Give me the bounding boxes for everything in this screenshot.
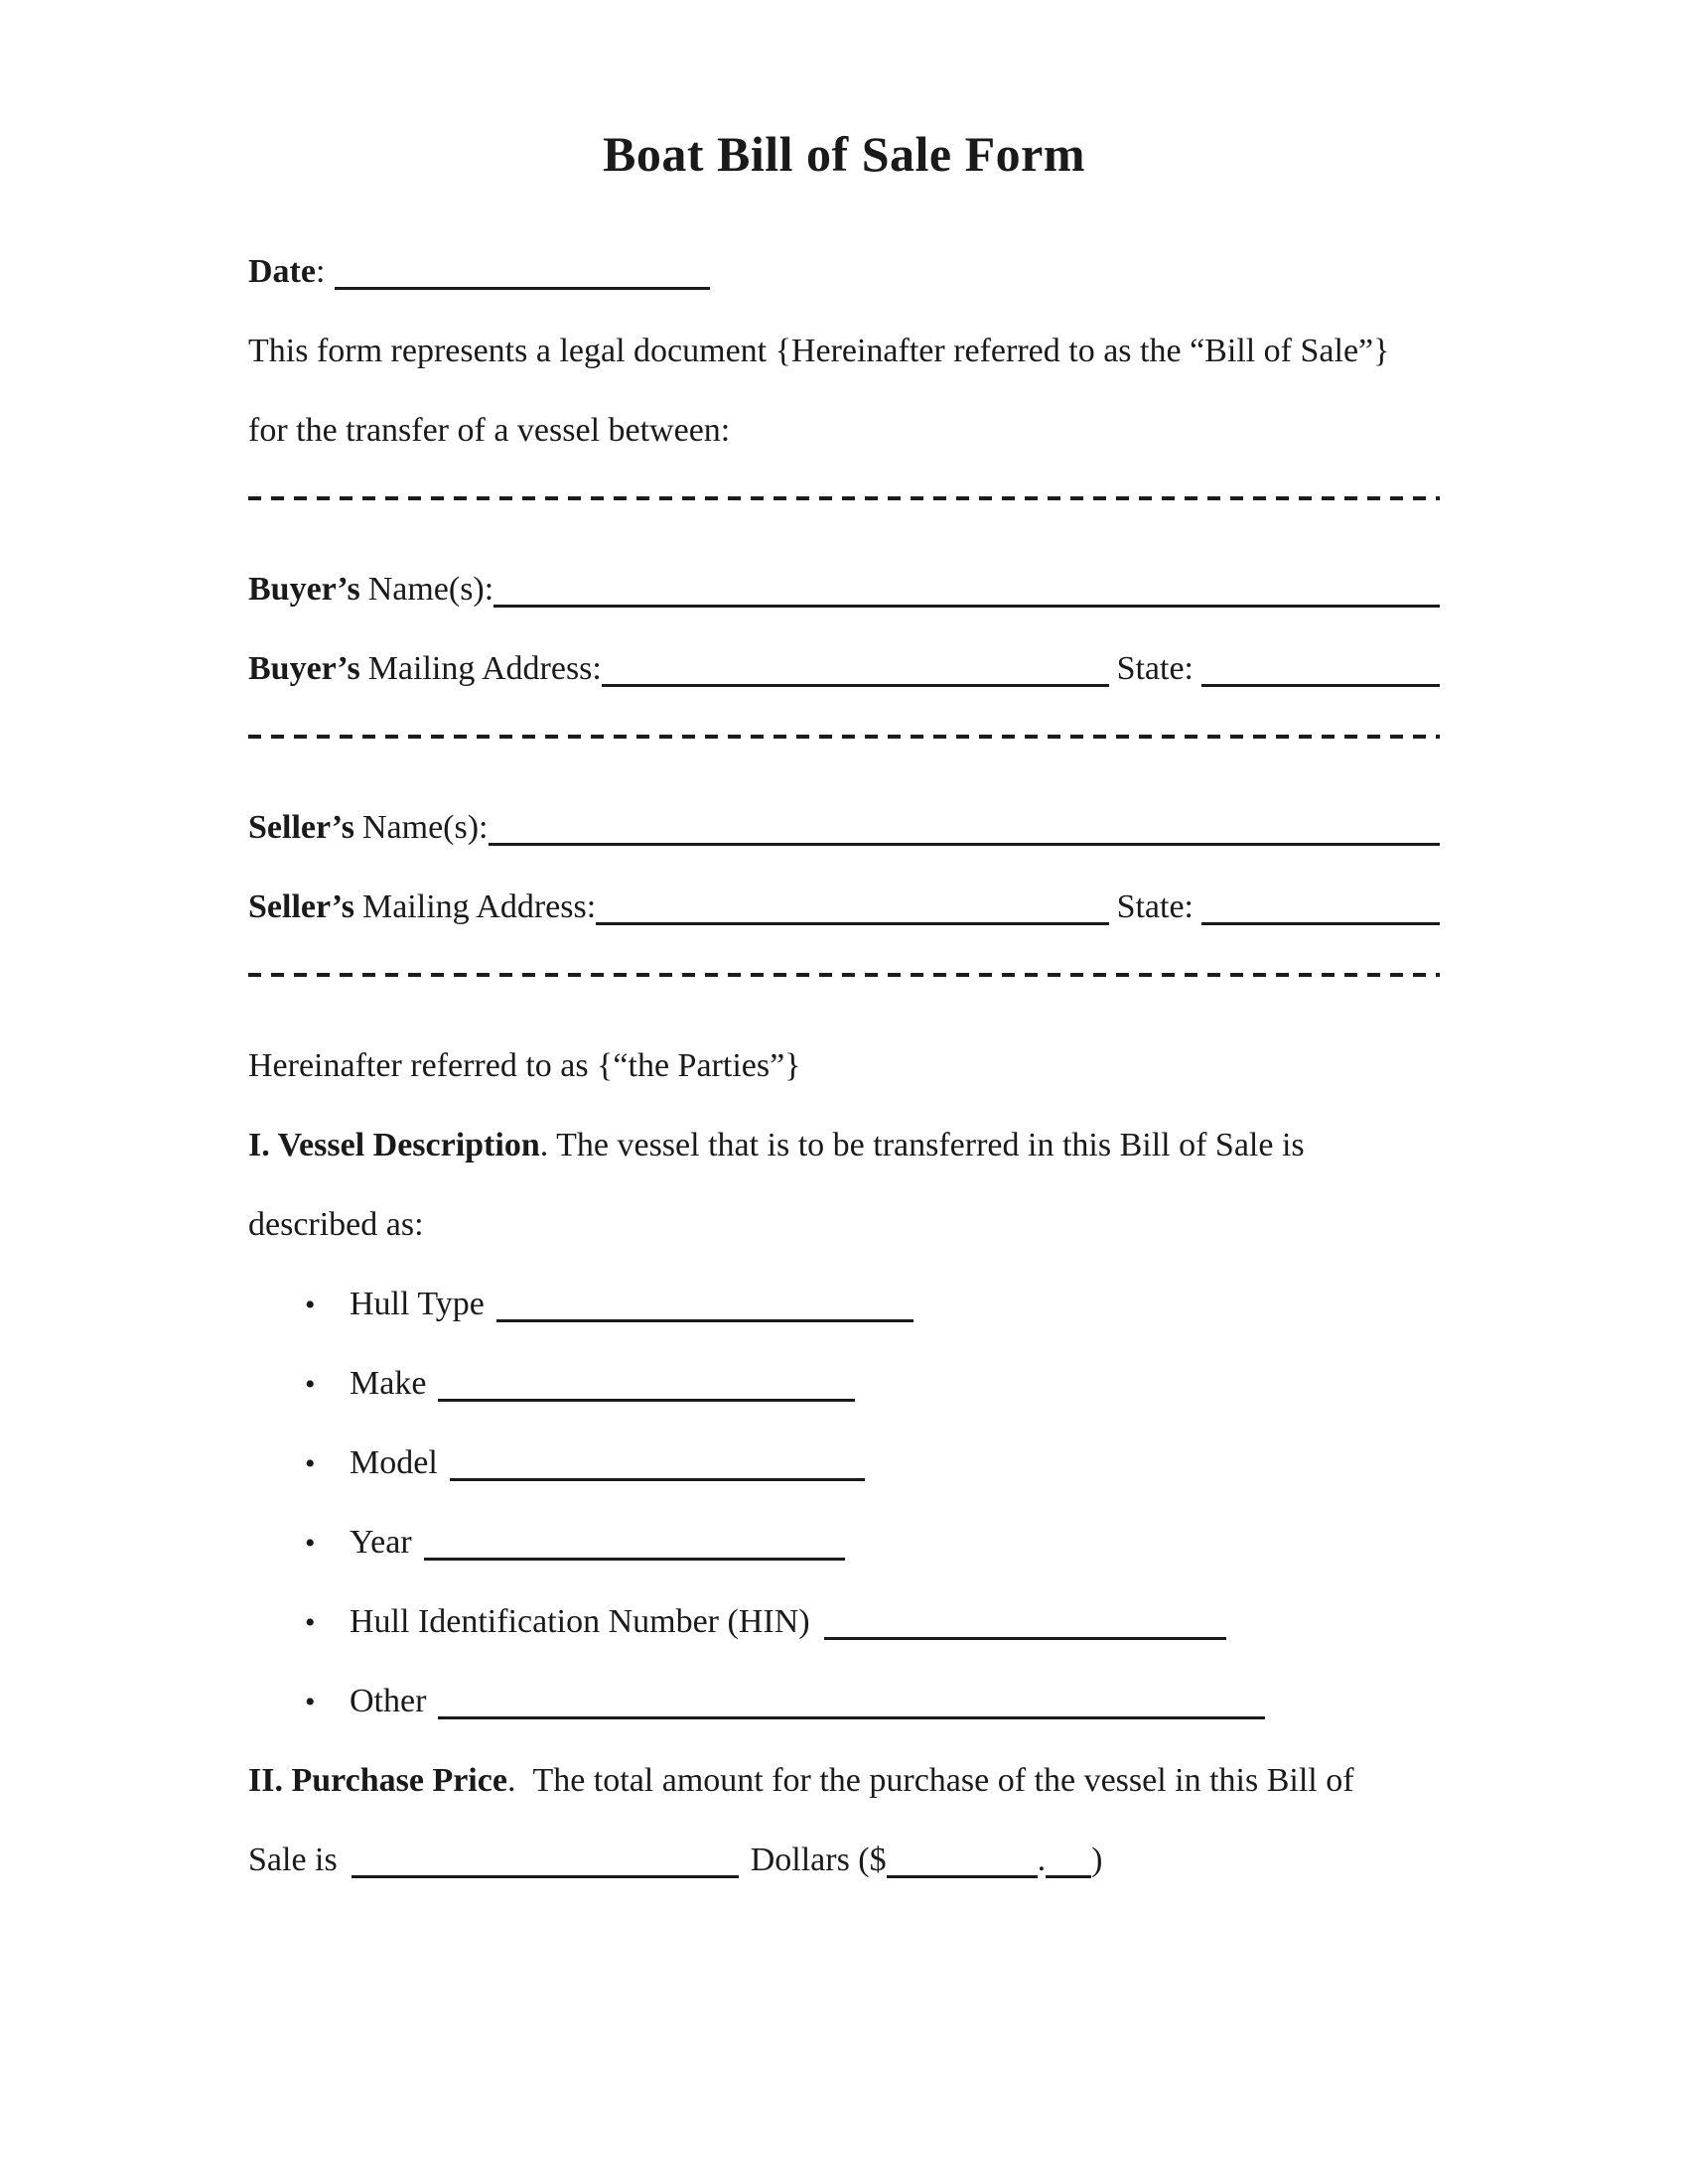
buyer-state-blank[interactable] [1201, 684, 1440, 687]
seller-address-blank[interactable] [596, 922, 1108, 925]
purchase-heading: II. Purchase Price [248, 1762, 507, 1799]
bullet-icon: • [305, 1606, 316, 1639]
hull-type-blank[interactable] [496, 1319, 914, 1322]
dashed-line [248, 973, 1440, 977]
seller-state-blank[interactable] [1201, 922, 1440, 925]
year-blank[interactable] [424, 1558, 845, 1561]
bullet-model-row [248, 1424, 1440, 1503]
buyer-address-label: Mailing Address: [367, 650, 602, 687]
buyer-label-2: Buyer’s [248, 650, 360, 687]
hin-label: Hull Identification Number (HIN) [350, 1603, 810, 1640]
bullet-hull-type-row [248, 1265, 1440, 1344]
vessel-heading-row [248, 1106, 1440, 1185]
purchase-heading-rest: . The total amount for the purchase of the vessel in this Bill of [506, 1762, 1354, 1799]
buyer-address-row [248, 629, 1440, 709]
amount-dollars-blank[interactable] [887, 1875, 1038, 1878]
bullet-other-row [248, 1662, 1440, 1741]
close-paren: ) [1091, 1842, 1103, 1878]
bullet-icon: • [305, 1289, 316, 1321]
purchase-amount-row [248, 1821, 1440, 1900]
hin-blank[interactable] [824, 1637, 1226, 1640]
year-label: Year [350, 1524, 412, 1561]
seller-name-label: Name(s): [361, 809, 489, 846]
seller-address-row [248, 868, 1440, 947]
parties-line: Hereinafter referred to as {“the Parties”} [248, 1047, 801, 1084]
bullet-icon: • [305, 1368, 316, 1401]
seller-label-2: Seller’s [248, 888, 354, 925]
bullet-icon: • [305, 1447, 316, 1480]
form-title: Boat Bill of Sale Form [603, 126, 1085, 182]
date-row [248, 232, 1440, 312]
vessel-heading-rest: . The vessel that is to be transferred in this Bill of Sale is [539, 1127, 1305, 1163]
bullet-icon: • [305, 1527, 316, 1560]
vessel-heading-line2: described as: [248, 1206, 424, 1243]
buyer-address-blank[interactable] [602, 684, 1109, 687]
make-label: Make [350, 1365, 427, 1402]
buyer-state-label: State: [1116, 650, 1194, 687]
date-blank[interactable] [335, 287, 710, 290]
buyer-name-row [248, 550, 1440, 629]
model-blank[interactable] [450, 1478, 865, 1481]
model-label: Model [350, 1444, 438, 1481]
buyer-name-label: Name(s): [367, 571, 494, 608]
date-label: Date [248, 253, 316, 290]
dashed-line [248, 735, 1440, 739]
section-separator-2 [248, 709, 1440, 788]
sale-is-label: Sale is [248, 1842, 338, 1878]
make-blank[interactable] [438, 1399, 855, 1402]
other-label: Other [350, 1683, 427, 1719]
seller-state-label: State: [1116, 888, 1194, 925]
other-blank[interactable] [438, 1716, 1265, 1719]
amount-words-blank[interactable] [352, 1875, 739, 1878]
buyer-name-blank[interactable] [493, 605, 1440, 608]
seller-name-row [248, 788, 1440, 868]
purchase-heading-row [248, 1741, 1440, 1821]
intro-line-2: for the transfer of a vessel between: [248, 412, 731, 449]
intro-line-1: This form represents a legal document {Hereinafter referred to as the “Bill of Sale”} [248, 333, 1390, 369]
bullet-hin-row [248, 1582, 1440, 1662]
dollars-label: Dollars ($ [750, 1842, 887, 1878]
seller-label: Seller’s [248, 809, 354, 846]
decimal-point: . [1037, 1842, 1047, 1878]
dashed-line [248, 496, 1440, 500]
buyer-label: Buyer’s [248, 571, 360, 608]
date-colon: : [315, 253, 326, 290]
seller-address-label: Mailing Address: [361, 888, 597, 925]
bullet-icon: • [305, 1686, 316, 1718]
amount-cents-blank[interactable] [1046, 1875, 1091, 1878]
section-separator-3 [248, 947, 1440, 1026]
bullet-year-row [248, 1503, 1440, 1582]
section-separator-1 [248, 471, 1440, 550]
seller-name-blank[interactable] [489, 843, 1441, 846]
hull-type-label: Hull Type [350, 1286, 485, 1322]
vessel-heading: I. Vessel Description [248, 1127, 540, 1163]
bullet-make-row [248, 1344, 1440, 1424]
